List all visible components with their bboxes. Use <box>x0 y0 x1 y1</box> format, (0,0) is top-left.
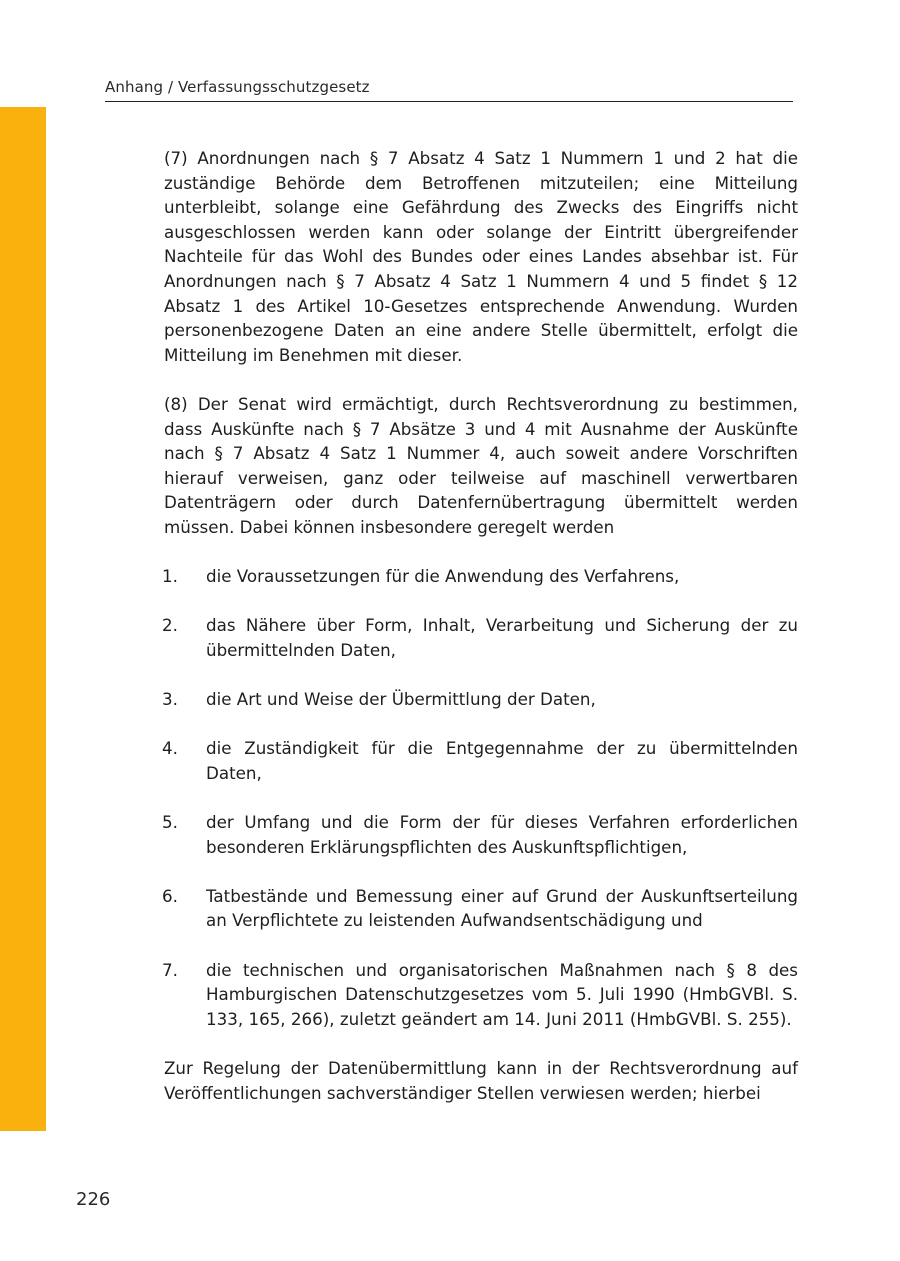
list-item-number: 5. <box>162 812 178 833</box>
list-item <box>164 810 798 859</box>
numbered-list <box>164 564 798 1031</box>
paragraph-7: (7) Anordnungen nach § 7 Absatz 4 Satz 1 Nummern 1 und 2 hat die zuständige Behörde dem Betroffenen mitzuteilen; eine Mitteilung unterbleibt, solange eine Gefährdung des Zwecks des Eingriffs nicht ausgeschlossen werden kann oder solange der Eintritt übergreifender Nachteile für das Wohl des Bundes oder eines Landes absehbar ist. Für Anordnungen nach § 7 Absatz 4 Satz 1 Nummern 4 und 5 findet § 12 Absatz 1 des Artikel 10-Gesetzes entsprechende Anwendung. Wurden personenbezogene Daten an eine andere Stelle übermittelt, erfolgt die Mitteilung im Benehmen mit dieser. <box>164 148 798 365</box>
list-item <box>164 884 798 933</box>
page-number: 226 <box>76 1189 111 1210</box>
list-item-number: 7. <box>162 959 178 980</box>
accent-side-bar <box>0 107 46 1131</box>
list-item <box>164 736 798 785</box>
list-item-number: 4. <box>162 738 178 759</box>
list-item-number: 2. <box>162 615 178 636</box>
list-item-text: der Umfang und die Form der für dieses Verfahren erforderlichen besonderen Erklärungspflichten des Auskunftspflichtigen, <box>206 812 798 857</box>
list-item-text: Tatbestände und Bemessung einer auf Grund der Auskunftserteilung an Verpflichtete zu leistenden Aufwandsentschädigung und <box>206 885 798 931</box>
list-item <box>164 613 798 662</box>
paragraph-8: (8) Der Senat wird ermächtigt, durch Rechtsverordnung zu bestimmen, dass Auskünfte nach § 7 Absätze 3 und 4 mit Ausnahme der Auskünfte nach § 7 Absatz 4 Satz 1 Nummer 4, auch soweit andere Vorschriften hierauf verweisen, ganz oder teilweise auf maschinell verwertbaren Datenträgern oder durch Datenfernübertragung übermittelt werden müssen. Dabei können insbesondere geregelt werden <box>164 393 798 537</box>
list-item <box>164 687 798 712</box>
list-item-text: das Nähere über Form, Inhalt, Verarbeitung und Sicherung der zu übermittelnden Daten, <box>206 615 798 660</box>
list-item-text: die Zuständigkeit für die Entgegennahme der zu übermittelnden Daten, <box>206 738 798 783</box>
running-header: Anhang / Verfassungsschutzgesetz <box>105 76 793 102</box>
list-item <box>164 958 798 1032</box>
list-item <box>164 564 798 589</box>
list-item-number: 3. <box>162 689 178 710</box>
closing-paragraph: Zur Regelung der Datenübermittlung kann in der Rechtsverordnung auf Veröffentlichungen sachverständiger Stellen verwiesen werden; hierbei <box>164 1057 798 1103</box>
list-item-text: die technischen und organisatorischen Maßnahmen nach § 8 des Hamburgischen Datenschutzgesetzes vom 5. Juli 1990 (HmbGVBl. S. 133, 165, 266), zuletzt geändert am 14. Juni 2011 (HmbGVBl. S. 255). <box>206 959 798 1029</box>
list-item-text: die Art und Weise der Übermittlung der Daten, <box>206 689 596 710</box>
page-content <box>164 146 798 1130</box>
list-item-text: die Voraussetzungen für die Anwendung des Verfahrens, <box>206 566 680 587</box>
list-item-number: 6. <box>162 885 178 906</box>
list-item-number: 1. <box>162 566 178 587</box>
